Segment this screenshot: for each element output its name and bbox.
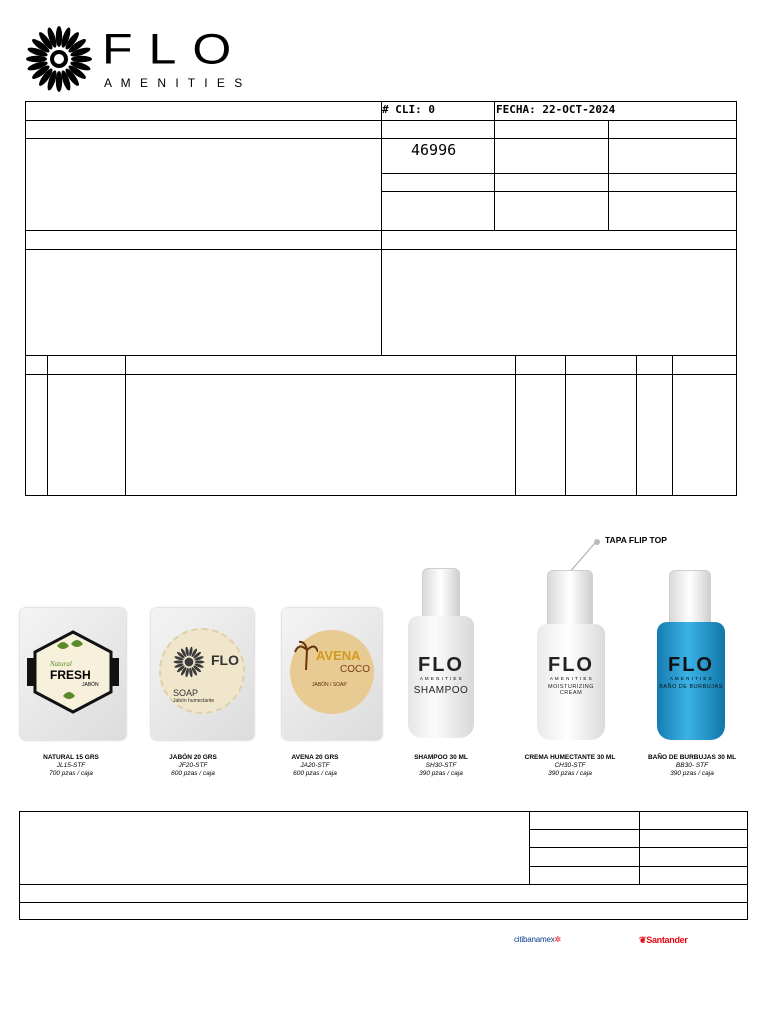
product-code: BB30- STF — [675, 762, 709, 769]
crema-print-2: MOISTURIZING CREAM — [547, 684, 595, 696]
product-pack: 600 pzas / caja — [293, 770, 337, 777]
citibanamex-mark-icon: ✲ — [554, 935, 562, 944]
jabon-print-1: SOAP — [173, 688, 199, 698]
product-label-avena — [260, 754, 370, 778]
shampoo-print-1: FLO — [418, 654, 464, 676]
citibanamex-logo — [514, 935, 561, 944]
invoice-date: FECHA: 22-OCT-2024 — [496, 103, 616, 116]
burbujas-print-3: A M E N I T I E S — [669, 676, 713, 681]
invoice-number: 46996 — [411, 141, 457, 159]
natural-print-2: FRESH — [50, 668, 91, 682]
product-image-crema — [531, 570, 611, 742]
natural-print-3: JABÓN — [82, 682, 99, 688]
product-code: JA20-STF — [300, 762, 330, 769]
product-name: SHAMPOO 30 ML — [414, 754, 468, 761]
product-name: BAÑO DE BURBUJAS 30 ML — [647, 754, 737, 761]
brand-subtitle: A M E N I T I E S — [104, 76, 246, 90]
citibanamex-text: citibanamex — [514, 935, 555, 944]
product-label-burbujas — [637, 754, 747, 778]
santander-flame-icon: ❦ — [639, 935, 647, 945]
product-label-crema — [515, 754, 625, 778]
product-name: CREMA HUMECTANTE 30 ML — [524, 754, 616, 761]
flip-top-callout: TAPA FLIP TOP — [605, 535, 667, 545]
client-number: # CLI: 0 — [382, 103, 435, 116]
product-label-jabon — [138, 754, 248, 778]
avena-print-3: JABÓN / SOAP — [312, 682, 347, 688]
product-label-shampoo — [386, 754, 496, 778]
burbujas-print-1: FLO — [668, 654, 714, 676]
product-code: JL15-STF — [56, 762, 86, 769]
product-pack: 700 pzas / caja — [49, 770, 93, 777]
palm-tree-icon — [294, 640, 318, 670]
product-image-natural — [20, 608, 126, 740]
product-image-avena — [282, 608, 382, 740]
product-pack: 390 pzas / caja — [670, 770, 714, 777]
product-code: JF20-STF — [178, 762, 208, 769]
product-code: SH30-STF — [425, 762, 457, 769]
product-pack: 600 pzas / caja — [171, 770, 215, 777]
avena-print-1: AVENA — [316, 648, 361, 663]
avena-print-2: COCO — [340, 664, 370, 675]
product-image-shampoo — [400, 568, 482, 743]
brand-name: FLO — [102, 25, 248, 73]
shampoo-print-3: A M E N I T I E S — [419, 676, 463, 681]
product-code: CH30-STF — [554, 762, 586, 769]
shampoo-print-2: SHAMPOO — [413, 685, 469, 696]
burbujas-print-2: BAÑO DE BURBUJAS — [659, 684, 723, 690]
product-image-burbujas — [651, 570, 731, 742]
product-pack: 390 pzas / caja — [419, 770, 463, 777]
santander-logo — [639, 935, 688, 946]
jabon-print-2: Jabón humectante — [173, 698, 215, 704]
product-pack: 390 pzas / caja — [548, 770, 592, 777]
jabon-print-3: FLO — [211, 652, 239, 668]
product-name: NATURAL 15 GRS — [43, 754, 99, 761]
natural-print-1: Natural — [50, 660, 72, 668]
product-label-natural — [16, 754, 126, 778]
product-image-jabon — [151, 608, 254, 740]
sunflower-icon — [26, 26, 92, 92]
brand-logo — [26, 26, 276, 94]
crema-print-3: A M E N I T I E S — [549, 676, 593, 681]
product-name: JABÓN 20 GRS — [169, 754, 217, 761]
santander-text: Santander — [646, 935, 688, 945]
product-name: AVENA 20 GRS — [291, 754, 339, 761]
products-section — [0, 520, 768, 785]
jabon-flower-icon — [173, 646, 205, 678]
crema-print-1: FLO — [548, 654, 594, 676]
